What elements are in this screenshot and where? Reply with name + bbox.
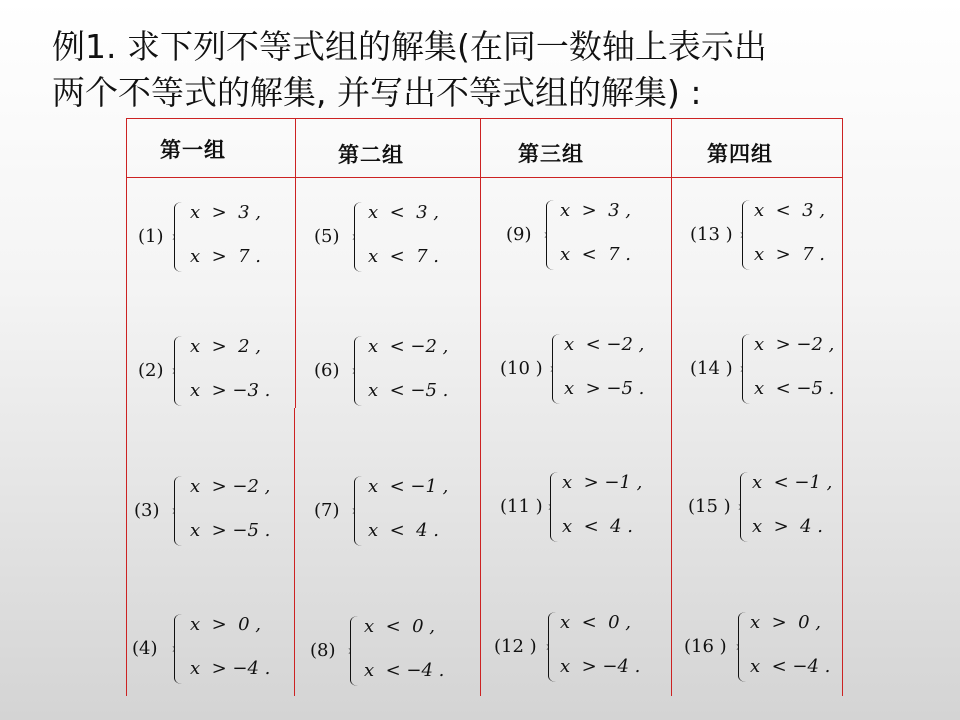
brace-icon	[354, 336, 362, 406]
system-label: (1)	[138, 226, 164, 247]
inequality-1: x > 2 ,	[190, 336, 262, 357]
group-3-header: 第三组	[518, 141, 584, 166]
inequality-1: x > 0 ,	[190, 614, 262, 635]
brace-icon	[350, 616, 358, 686]
brace-icon	[174, 476, 182, 546]
inequality-1: x > 3 ,	[560, 200, 632, 221]
group-2-header: 第二组	[338, 142, 404, 167]
inequality-2: x > −4 .	[560, 656, 641, 677]
system-9	[506, 198, 676, 274]
inequality-1: x > 3 ,	[190, 202, 262, 223]
header-separator-rule	[126, 177, 843, 178]
system-5	[314, 200, 484, 276]
inequality-1: x > −2 ,	[754, 334, 835, 355]
group-4-header: 第四组	[707, 141, 773, 166]
system-label: (15 )	[688, 496, 731, 517]
system-12	[494, 610, 664, 686]
system-13	[690, 198, 860, 274]
system-7	[314, 474, 484, 550]
brace-icon	[740, 472, 748, 542]
system-label: (6)	[314, 360, 340, 381]
brace-icon	[174, 614, 182, 684]
problem-title	[52, 24, 932, 116]
inequality-2: x < −4 .	[750, 656, 831, 677]
system-14	[690, 332, 860, 408]
system-8	[310, 614, 480, 690]
inequality-1: x < 0 ,	[364, 616, 436, 637]
system-label: (5)	[314, 226, 340, 247]
system-label: (16 )	[684, 636, 727, 657]
inequality-2: x < −4 .	[364, 660, 445, 681]
inequality-2: x > −5 .	[190, 520, 271, 541]
title-line-1: 例1. 求下列不等式组的解集(在同一数轴上表示出	[52, 27, 767, 66]
system-6	[314, 334, 484, 410]
system-11	[500, 470, 670, 546]
system-label: (11 )	[500, 496, 543, 517]
brace-icon	[550, 472, 558, 542]
system-label: (4)	[132, 638, 158, 659]
system-2	[138, 334, 308, 410]
inequality-1: x > 0 ,	[750, 612, 822, 633]
system-15	[688, 470, 858, 546]
inequality-2: x < −5 .	[754, 378, 835, 399]
brace-icon	[354, 476, 362, 546]
brace-icon	[174, 202, 182, 272]
inequality-2: x > −4 .	[190, 658, 271, 679]
inequality-2: x < −5 .	[368, 380, 449, 401]
brace-icon	[738, 612, 746, 682]
inequality-2: x < 4 .	[368, 520, 440, 541]
system-label: (13 )	[690, 224, 733, 245]
inequality-1: x < 3 ,	[368, 202, 440, 223]
title-line-2: 两个不等式的解集, 并写出不等式组的解集) :	[52, 73, 702, 112]
system-label: (8)	[310, 640, 336, 661]
brace-icon	[354, 202, 362, 272]
inequality-2: x < 4 .	[562, 516, 634, 537]
inequality-2: x < 7 .	[368, 246, 440, 267]
inequality-1: x < 3 ,	[754, 200, 826, 221]
system-label: (12 )	[494, 636, 537, 657]
inequality-2: x > 7 .	[190, 246, 262, 267]
brace-icon	[552, 334, 560, 404]
table-border-left	[126, 118, 127, 696]
inequality-2: x > 7 .	[754, 244, 826, 265]
system-label: (14 )	[690, 358, 733, 379]
brace-icon	[548, 612, 556, 682]
system-3	[134, 474, 304, 550]
brace-icon	[546, 200, 554, 270]
inequality-1: x < 0 ,	[560, 612, 632, 633]
system-16	[684, 610, 854, 686]
inequality-2: x > −3 .	[190, 380, 271, 401]
inequality-2: x < 7 .	[560, 244, 632, 265]
inequality-1: x > −1 ,	[562, 472, 643, 493]
inequality-2: x > −5 .	[564, 378, 645, 399]
table-top-rule	[126, 118, 843, 119]
system-label: (7)	[314, 500, 340, 521]
group-1-header: 第一组	[160, 137, 226, 162]
system-1	[138, 200, 308, 276]
inequality-1: x < −1 ,	[752, 472, 833, 493]
inequality-1: x > −2 ,	[190, 476, 271, 497]
inequality-1: x < −2 ,	[564, 334, 645, 355]
system-label: (10 )	[500, 358, 543, 379]
system-label: (3)	[134, 500, 160, 521]
system-label: (9)	[506, 224, 532, 245]
system-10	[500, 332, 670, 408]
brace-icon	[174, 336, 182, 406]
inequality-2: x > 4 .	[752, 516, 824, 537]
inequality-1: x < −2 ,	[368, 336, 449, 357]
brace-icon	[742, 200, 750, 270]
system-4	[132, 612, 302, 688]
system-label: (2)	[138, 360, 164, 381]
inequality-1: x < −1 ,	[368, 476, 449, 497]
brace-icon	[742, 334, 750, 404]
